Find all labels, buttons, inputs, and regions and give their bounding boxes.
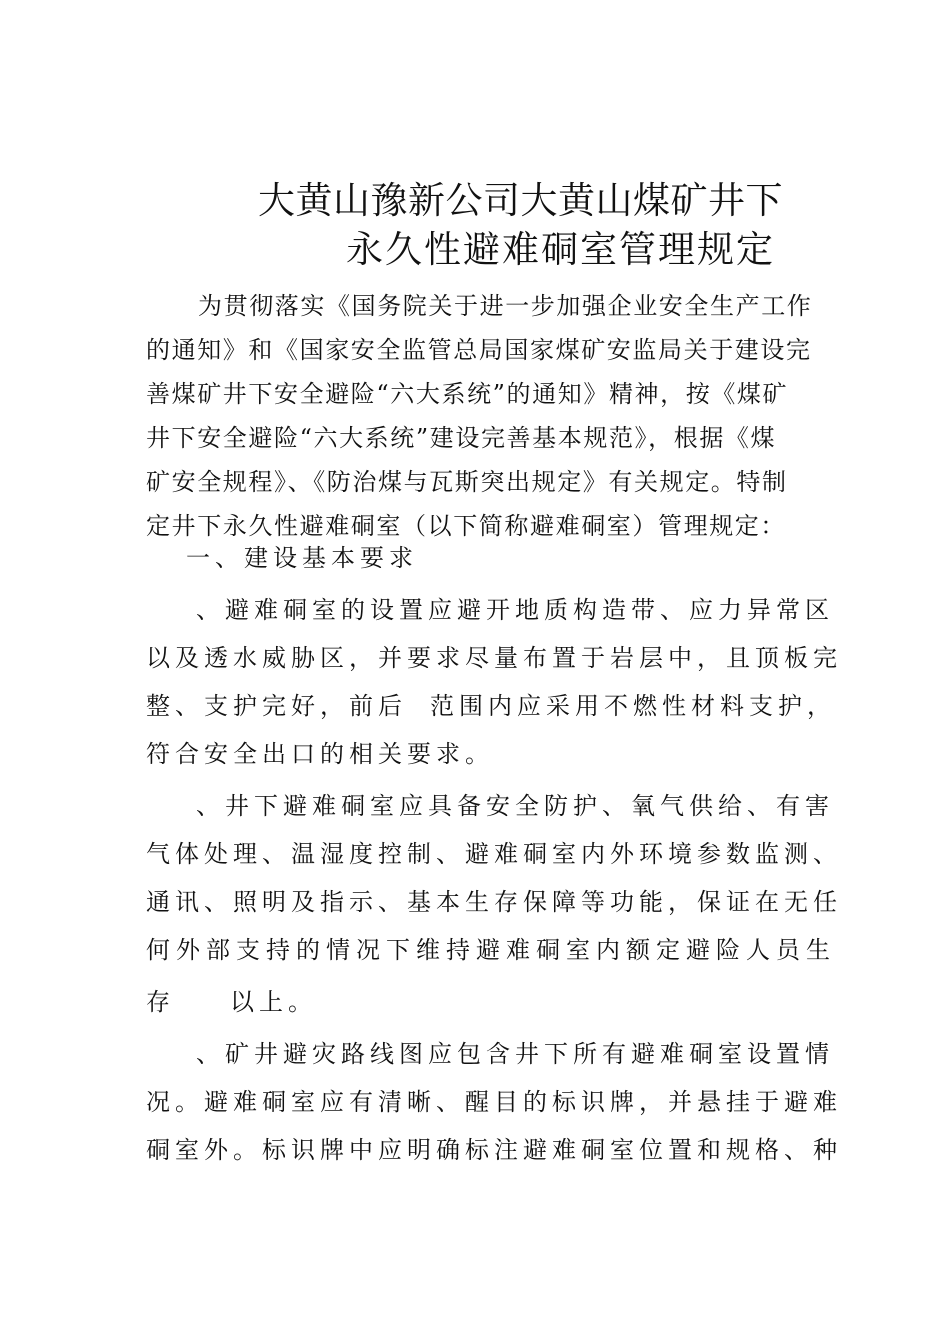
para1-line-4: 符合安全出口的相关要求。 (146, 740, 494, 768)
intro-line-4: 井下安全避险“六大系统”建设完善基本规范》，根据《煤 (146, 424, 777, 452)
document-title-line-1: 大黄山豫新公司大黄山煤矿井下 (258, 179, 783, 222)
para2-line-2: 气体处理、温湿度控制、避难硐室内外环境参数监测、 (146, 840, 842, 868)
para2-line-3: 通讯、照明及指示、基本生存保障等功能，保证在无任 (146, 888, 842, 916)
intro-line-2: 的通知》和《国家安全监管总局国家煤矿安监局关于建设完 (146, 336, 812, 364)
section-heading-1: 一、建设基本要求 (186, 544, 418, 572)
intro-line-6: 定井下永久性避难硐室（以下简称避难硐室）管理规定： (146, 512, 786, 540)
para2-line-4: 何外部支持的情况下维持避难硐室内额定避险人员生 (146, 936, 836, 964)
para1-line-3a: 整、支护完好，前后 (146, 692, 407, 720)
para3-line-3: 硐室外。标识牌中应明确标注避难硐室位置和规格、种 (146, 1136, 842, 1164)
para2-line-1: 、井下避难硐室应具备安全防护、氧气供给、有害 (196, 792, 834, 820)
para2-line-5b: 以上。 (230, 988, 317, 1016)
para3-line-1: 、矿井避灾路线图应包含井下所有避难硐室设置情 (196, 1040, 834, 1068)
intro-line-1: 为贯彻落实《国务院关于进一步加强企业安全生产工作 (198, 292, 813, 320)
intro-line-5: 矿安全规程》、《防治煤与瓦斯突出规定》有关规定。特制 (146, 468, 788, 496)
intro-line-3: 善煤矿井下安全避险“六大系统”的通知》精神，按《煤矿 (146, 380, 789, 408)
para1-line-1: 、避难硐室的设置应避开地质构造带、应力异常区 (196, 596, 834, 624)
para3-line-2: 况。避难硐室应有清晰、醒目的标识牌，并悬挂于避难 (146, 1088, 842, 1116)
para1-line-3b: 范围内应采用不燃性材料支护， (430, 692, 836, 720)
para1-line-2: 以及透水威胁区，并要求尽量布置于岩层中，且顶板完 (146, 644, 842, 672)
document-title-line-2: 永久性避难硐室管理规定 (346, 228, 775, 271)
para2-line-5a: 存 (146, 988, 175, 1016)
